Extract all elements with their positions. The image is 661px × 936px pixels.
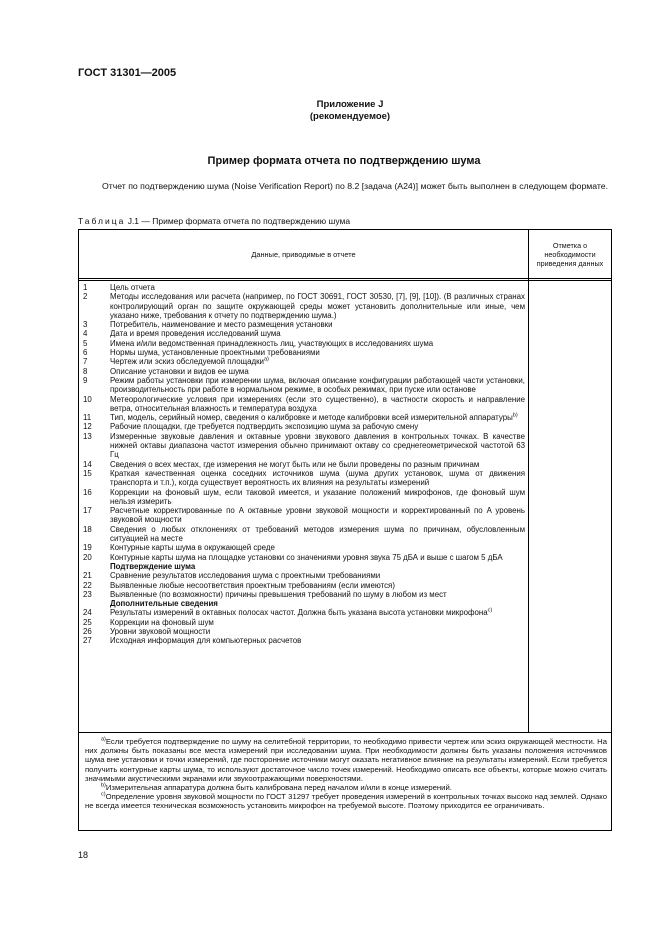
table-section-heading xyxy=(83,599,525,608)
table-row xyxy=(83,376,525,395)
table-row xyxy=(83,590,525,599)
header-divider xyxy=(79,278,611,279)
row-number: 12 xyxy=(83,422,92,432)
row-text: Исходная информация для компьютерных расчетов xyxy=(110,636,302,646)
row-text: Сведения о любых отклонениях от требований методов измерения шума по причинам, обусловленным ситуацией на месте xyxy=(110,524,525,544)
row-number: 13 xyxy=(83,431,92,441)
footnote-marker: c) xyxy=(487,607,493,614)
row-number: 26 xyxy=(83,626,92,636)
page-number: 18 xyxy=(78,850,89,860)
footnote-mark: b) xyxy=(101,782,106,789)
row-number: 2 xyxy=(83,292,88,302)
row-text: Дата и время проведения исследований шума xyxy=(110,329,281,339)
document-code: ГОСТ 31301—2005 xyxy=(78,67,177,79)
header-divider-double xyxy=(79,280,611,281)
table-row xyxy=(83,348,525,357)
row-number xyxy=(83,562,110,571)
table-row xyxy=(83,395,525,414)
row-text: Результаты измерений в октавных полосах частот. Должна быть указана высота установки микрофона$^{c)}$ xyxy=(110,607,493,618)
row-number: 19 xyxy=(83,543,92,553)
row-number: 6 xyxy=(83,348,88,358)
footnote xyxy=(85,792,607,810)
table-row xyxy=(83,469,525,488)
row-number: 10 xyxy=(83,394,92,404)
row-text: Описание установки и видов ее шума xyxy=(110,366,249,376)
row-number: 11 xyxy=(83,413,92,423)
row-number: 24 xyxy=(83,608,92,618)
table-row xyxy=(83,636,525,645)
table-row xyxy=(83,571,525,580)
row-number: 16 xyxy=(83,487,92,497)
annex-status: (рекомендуемое) xyxy=(309,111,391,122)
table-row xyxy=(83,422,525,431)
row-text: Цель отчета xyxy=(110,283,155,292)
row-text: Нормы шума, установленные проектными требованиями xyxy=(110,348,320,358)
row-text: Имена и/или ведомственная принадлежность лиц, участвующих в исследованиях шума xyxy=(110,338,434,348)
table-row xyxy=(83,357,525,366)
row-text: Измеренные звуковые давления и октавные уровни звукового давления в контрольных точках. В качестве нижней октавы диапазона частот измерения обычно принимают октаву со среднегеометрической частотой 63 Гц xyxy=(110,431,525,460)
row-number: 27 xyxy=(83,636,92,646)
table-footnotes xyxy=(78,733,612,831)
table-row xyxy=(83,553,525,562)
row-text: Рабочие площадки, где требуется подтвердить экспозицию шума за рабочую смену xyxy=(110,422,419,432)
row-number: 1 xyxy=(83,283,88,292)
row-text: Дополнительные сведения xyxy=(110,599,218,609)
table-row xyxy=(83,329,525,338)
table-row xyxy=(83,339,525,348)
row-number: 8 xyxy=(83,366,88,376)
table-section-heading xyxy=(83,562,525,571)
footnote xyxy=(85,783,607,792)
table-row xyxy=(83,543,525,552)
footnote-text: Если требуется подтверждение по шуму на селитебной территории, то необходимо привести чертеж или эскиз окружающей местности. На них должны быть показаны все места измерений при исследовании шума. При необходимости должны быть указаны положения источников шума вне установки и точки измерений, где посторонние источники могут оказать негативное влияние на результаты измерений. Если требуется получить контурные карты шума, то используют достаточное число точек измерений. Необходимо описать все объекты, которые можно считать значимыми акустическими экранами или звукоотражающими поверхностями. xyxy=(85,737,607,783)
table-rows xyxy=(83,283,525,646)
table-row xyxy=(83,292,525,320)
row-text: Коррекции на фоновый шум xyxy=(110,617,214,627)
table-row xyxy=(83,367,525,376)
row-number: 18 xyxy=(83,524,92,534)
footnote-mark: c) xyxy=(101,791,106,798)
row-text: Расчетные корректированные по A октавные уровни звуковой мощности и корректированный по A уровень звуковой мощности xyxy=(110,506,525,525)
row-number: 14 xyxy=(83,459,92,469)
table-row xyxy=(83,627,525,636)
page-title: Пример формата отчета по подтверждению шума xyxy=(207,155,481,167)
row-text: Краткая качественная оценка соседних источников шума (шума других установок, шума от движения транспорта и т.п.), когда существует вероятность их влияния на результаты измерений xyxy=(110,468,525,488)
footnote-text: Измерительная аппаратура должна быть калибрована перед началом и/или в конце измерений. xyxy=(105,783,452,793)
row-text: Сведения о всех местах, где измерения не могут быть или не были проведены по разным причинам xyxy=(110,459,480,469)
table-row xyxy=(83,608,525,617)
row-text: Чертеж или эскиз обследуемой площадки$^{a)}$ xyxy=(110,356,269,367)
row-text: Метеорологические условия при измерениях (если это существенно), в частности скорость и направление ветра, относительная влажность и температура воздуха xyxy=(110,394,525,413)
row-number: 17 xyxy=(83,506,92,516)
table-row xyxy=(83,506,525,525)
row-number: 5 xyxy=(83,338,88,348)
table-row xyxy=(83,460,525,469)
table-row xyxy=(83,618,525,627)
row-text: Коррекции на фоновый шум, если таковой имеется, и указание положений микрофонов, где фоновый шум нельзя измерить xyxy=(110,487,525,506)
row-number: 21 xyxy=(83,571,92,581)
column-header-data: Данные, приводимые в отчете xyxy=(251,249,356,259)
row-text: Тип, модель, серийный номер, сведения о калибровке и методе калибровки всей измерительной аппаратуры$^{b)}$ xyxy=(110,412,518,423)
table-row xyxy=(83,432,525,460)
row-number: 4 xyxy=(83,329,88,339)
table-row xyxy=(83,525,525,544)
footnote-marker: a) xyxy=(263,356,269,363)
table-caption-text: J.1 — Пример формата отчета по подтверждению шума xyxy=(125,216,351,226)
row-number xyxy=(83,599,110,608)
row-text: Уровни звуковой мощности xyxy=(110,626,211,636)
annex-title: Приложение J xyxy=(316,99,384,110)
table-row xyxy=(83,581,525,590)
footnote-text: Определение уровня звуковой мощности по ГОСТ 31297 требует проведения измерений в контрольных точках высоко над землей. Однако не всегда имеется техническая возможность установить микрофон на требуемой высоте. Поэтому приходится ее ограничивать. xyxy=(85,792,607,811)
row-text: Потребитель, наименование и место размещения установки xyxy=(110,320,333,330)
row-text: Контурные карты шума в окружающей среде xyxy=(110,543,275,553)
row-text: Подтверждение шума xyxy=(110,561,196,571)
intro-paragraph: Отчет по подтверждению шума (Noise Verification Report) по 8.2 [задача (A24)] может быть выполнен в следующем формате. xyxy=(102,181,609,191)
column-header-mark: Отметка о необходимости приведения данных xyxy=(536,240,604,268)
report-format-table xyxy=(78,229,612,733)
row-number: 20 xyxy=(83,552,92,562)
row-text: Сравнение результатов исследования шума с проектными требованиями xyxy=(110,571,381,581)
row-number: 7 xyxy=(83,357,88,367)
row-number: 23 xyxy=(83,589,92,599)
row-text: Выявленные любые несоответствия проектным требованиям (если имеются) xyxy=(110,580,395,590)
row-text: Режим работы установки при измерении шума, включая описание конфигурации работающей части установки, производительность при работе в нормальном режиме, в особых режимах, при пуске или останове xyxy=(110,375,525,395)
column-divider xyxy=(528,230,529,732)
footnote xyxy=(85,737,607,783)
row-number: 25 xyxy=(83,617,92,627)
row-text: Контурные карты шума на площадке установки со значениями уровня звука 75 дБА и выше с шагом 5 дБА xyxy=(110,552,503,562)
row-number: 22 xyxy=(83,580,92,590)
table-row xyxy=(83,283,525,292)
table-row xyxy=(83,488,525,507)
footnote-mark: a) xyxy=(101,736,106,743)
row-text: Выявленные (по возможности) причины превышения требований по шуму в любом из мест xyxy=(110,589,447,599)
table-row xyxy=(83,320,525,329)
row-number: 3 xyxy=(83,320,88,330)
row-number: 9 xyxy=(83,375,88,385)
row-number: 15 xyxy=(83,468,92,478)
table-row xyxy=(83,413,525,422)
table-caption-prefix: Таблица xyxy=(78,216,126,226)
table-caption xyxy=(78,216,350,226)
footnote-marker: b) xyxy=(512,412,518,419)
row-text: Методы исследования или расчета (например, по ГОСТ 30691, ГОСТ 30530, [7], [9], [10]). (В различных странах контролирующий орган по защите окружающей среды может установить дополнительные или иные, чем указано ниже, требования к отчету по подтверждению шума.) xyxy=(110,292,525,320)
